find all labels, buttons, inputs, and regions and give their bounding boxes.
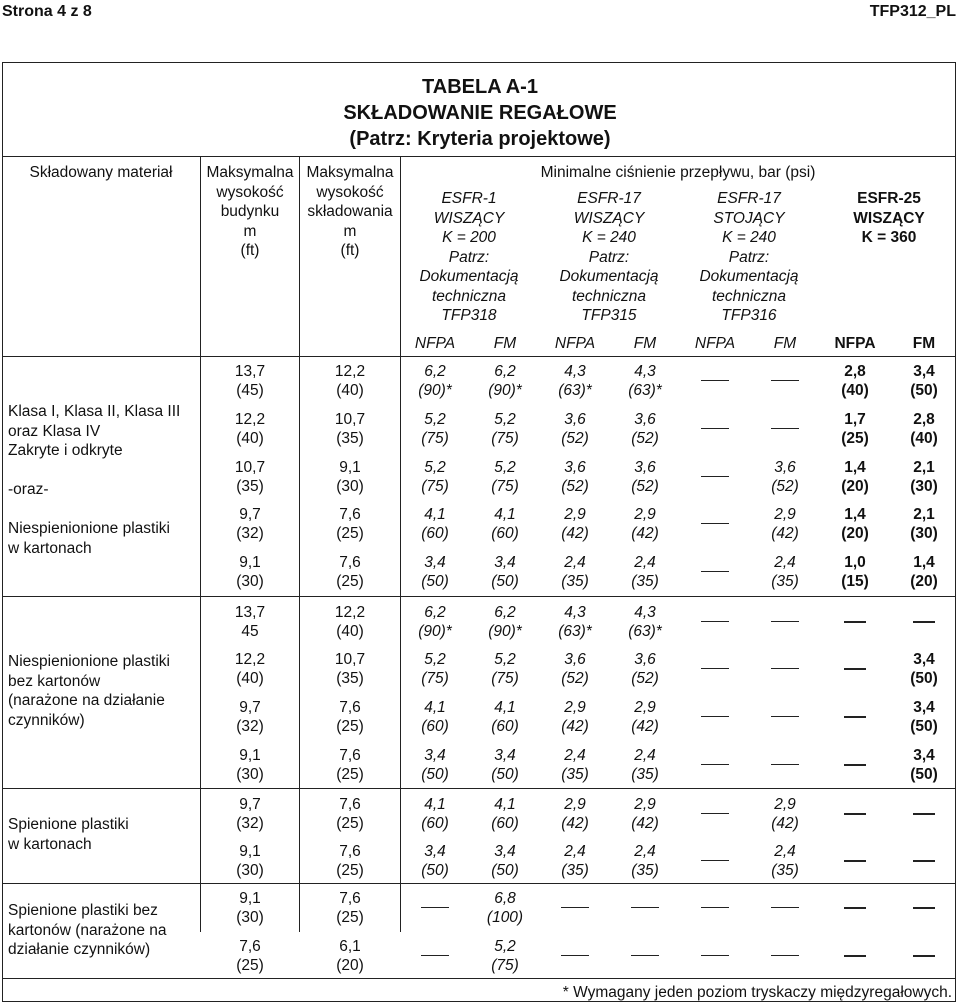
cell-value-metric: 3,6 bbox=[634, 411, 656, 428]
header-esfr-1-line: ESFR-1 bbox=[441, 190, 497, 207]
cell-value-imperial: (35) bbox=[771, 573, 799, 590]
material-group-label: -oraz- bbox=[8, 481, 49, 498]
cell-value-imperial: (40) bbox=[910, 430, 938, 447]
cell-value-imperial: (30) bbox=[236, 573, 264, 590]
cell-value-imperial: (32) bbox=[236, 525, 264, 542]
cell-value-imperial: (50) bbox=[491, 862, 519, 879]
cell-value-metric: 3,4 bbox=[424, 747, 446, 764]
col-divider-building bbox=[299, 156, 300, 932]
header-esfr-17-upright-line: TFP316 bbox=[721, 307, 777, 324]
cell-value-metric: 13,7 bbox=[234, 604, 266, 621]
empty-value-dash bbox=[844, 955, 866, 957]
header-esfr-1-line: Dokumentacją bbox=[419, 268, 519, 285]
page-number: Strona 4 z 8 bbox=[2, 3, 92, 20]
cell-value-metric: 2,1 bbox=[913, 459, 935, 476]
cell-value-imperial: (42) bbox=[561, 815, 589, 832]
cell-value-imperial: (35) bbox=[631, 766, 659, 783]
header-nfpa-label: NFPA bbox=[414, 335, 456, 352]
cell-value-imperial: (35) bbox=[336, 430, 364, 447]
material-group-label: działanie czynników) bbox=[8, 941, 151, 958]
title-line-2: SKŁADOWANIE REGAŁOWE bbox=[343, 102, 617, 124]
cell-value-imperial: 45 bbox=[241, 623, 259, 640]
cell-value-metric: 4,1 bbox=[494, 796, 516, 813]
cell-value-imperial: (50) bbox=[491, 766, 519, 783]
empty-value-dash bbox=[844, 813, 866, 815]
cell-value-imperial: (35) bbox=[561, 573, 589, 590]
empty-value-dash bbox=[701, 813, 729, 814]
empty-value-dash bbox=[844, 621, 866, 623]
cell-value-metric: 6,2 bbox=[424, 604, 446, 621]
cell-value-metric: 2,4 bbox=[774, 843, 796, 860]
header-bottom-divider bbox=[2, 356, 956, 357]
cell-value-imperial: (75) bbox=[491, 430, 519, 447]
cell-value-metric: 4,1 bbox=[494, 699, 516, 716]
cell-value-metric: 9,7 bbox=[239, 796, 261, 813]
cell-value-imperial: (25) bbox=[336, 909, 364, 926]
cell-value-metric: 3,6 bbox=[564, 459, 586, 476]
cell-value-metric: 6,8 bbox=[494, 890, 516, 907]
cell-value-metric: 4,3 bbox=[634, 604, 656, 621]
cell-value-metric: 10,7 bbox=[334, 651, 366, 668]
header-esfr-1-line: WISZĄCY bbox=[433, 209, 505, 227]
cell-value-imperial: (30) bbox=[910, 525, 938, 542]
cell-value-metric: 4,3 bbox=[634, 363, 656, 380]
cell-value-imperial: (25) bbox=[336, 573, 364, 590]
cell-value-imperial: (15) bbox=[841, 573, 869, 590]
cell-value-imperial: (50) bbox=[910, 718, 938, 735]
material-group-label: Zakryte i odkryte bbox=[8, 442, 123, 459]
cell-value-metric: 6,2 bbox=[424, 363, 446, 380]
cell-value-imperial: (42) bbox=[771, 525, 799, 542]
title-line-3: (Patrz: Kryteria projektowe) bbox=[349, 128, 611, 150]
cell-value-metric: 7,6 bbox=[339, 890, 361, 907]
cell-value-metric: 7,6 bbox=[339, 699, 361, 716]
header-min-pressure: Minimalne ciśnienie przepływu, bar (psi) bbox=[540, 164, 816, 181]
cell-value-metric: 12,2 bbox=[334, 604, 366, 621]
header-esfr-25-line: K = 360 bbox=[861, 229, 917, 246]
cell-value-imperial: (75) bbox=[491, 478, 519, 495]
header-fm-label: FM bbox=[773, 335, 797, 352]
col-divider-material bbox=[200, 156, 201, 932]
empty-value-dash bbox=[771, 955, 799, 956]
header-building-height-line: Maksymalna bbox=[206, 164, 294, 181]
empty-value-dash bbox=[701, 571, 729, 572]
cell-value-metric: 6,1 bbox=[339, 938, 361, 955]
header-esfr-17-pendent-line: ESFR-17 bbox=[577, 190, 641, 207]
empty-value-dash bbox=[844, 860, 866, 862]
cell-value-metric: 2,4 bbox=[634, 747, 656, 764]
header-nfpa-label: NFPA bbox=[834, 335, 876, 352]
material-group-label: w kartonach bbox=[8, 539, 92, 557]
cell-value-metric: 7,6 bbox=[339, 506, 361, 523]
cell-value-imperial: (42) bbox=[631, 718, 659, 735]
cell-value-metric: 2,4 bbox=[564, 747, 586, 764]
cell-value-imperial: (75) bbox=[491, 957, 519, 974]
cell-value-imperial: (35) bbox=[631, 862, 659, 879]
material-group-label: kartonów (narażone na bbox=[8, 921, 167, 939]
empty-value-dash bbox=[701, 621, 729, 622]
cell-value-imperial: (20) bbox=[841, 525, 869, 542]
header-esfr-25-line: WISZĄCY bbox=[853, 209, 925, 227]
cell-value-metric: 10,7 bbox=[334, 411, 366, 428]
cell-value-imperial: (60) bbox=[491, 718, 519, 735]
material-group-label: Niespienionione plastiki bbox=[8, 653, 170, 670]
header-material: Składowany materiał bbox=[29, 164, 173, 181]
cell-value-metric: 2,9 bbox=[634, 506, 656, 523]
cell-value-imperial: (25) bbox=[336, 525, 364, 542]
cell-value-imperial: (40) bbox=[336, 623, 364, 640]
cell-value-imperial: (20) bbox=[841, 478, 869, 495]
cell-value-imperial: (52) bbox=[561, 478, 589, 495]
header-storage-height-line: wysokość bbox=[316, 183, 384, 201]
cell-value-imperial: (50) bbox=[491, 573, 519, 590]
header-building-height-line: wysokość bbox=[216, 183, 284, 201]
cell-value-imperial: (75) bbox=[421, 478, 449, 495]
empty-value-dash bbox=[913, 813, 935, 815]
cell-value-metric: 3,4 bbox=[913, 747, 935, 764]
cell-value-imperial: (35) bbox=[561, 766, 589, 783]
empty-value-dash bbox=[701, 523, 729, 524]
cell-value-imperial: (75) bbox=[421, 670, 449, 687]
cell-value-imperial: (25) bbox=[336, 766, 364, 783]
cell-value-metric: 6,2 bbox=[494, 604, 516, 621]
header-esfr-17-upright-line: techniczna bbox=[711, 287, 787, 305]
cell-value-imperial: (25) bbox=[336, 862, 364, 879]
group-divider-2 bbox=[2, 788, 956, 789]
cell-value-imperial: (32) bbox=[236, 718, 264, 735]
cell-value-imperial: (35) bbox=[631, 573, 659, 590]
cell-value-metric: 7,6 bbox=[339, 796, 361, 813]
cell-value-imperial: (50) bbox=[421, 766, 449, 783]
empty-value-dash bbox=[561, 955, 589, 956]
cell-value-metric: 2,4 bbox=[634, 554, 656, 571]
cell-value-metric: 9,7 bbox=[239, 699, 261, 716]
cell-value-metric: 2,9 bbox=[774, 506, 796, 523]
empty-value-dash bbox=[844, 716, 866, 718]
cell-value-metric: 3,4 bbox=[913, 699, 935, 716]
empty-value-dash bbox=[701, 716, 729, 717]
cell-value-metric: 12,2 bbox=[334, 363, 366, 380]
cell-value-metric: 3,6 bbox=[634, 459, 656, 476]
empty-value-dash bbox=[701, 764, 729, 765]
empty-value-dash bbox=[913, 955, 935, 957]
empty-value-dash bbox=[701, 476, 729, 477]
cell-value-imperial: (30) bbox=[236, 766, 264, 783]
cell-value-imperial: (42) bbox=[561, 525, 589, 542]
cell-value-imperial: (52) bbox=[631, 430, 659, 447]
empty-value-dash bbox=[701, 668, 729, 669]
cell-value-metric: 5,2 bbox=[424, 411, 446, 428]
cell-value-imperial: (50) bbox=[421, 862, 449, 879]
empty-value-dash bbox=[771, 764, 799, 765]
cell-value-imperial: (60) bbox=[421, 525, 449, 542]
cell-value-metric: 4,1 bbox=[424, 506, 446, 523]
cell-value-metric: 9,1 bbox=[339, 459, 361, 476]
empty-value-dash bbox=[421, 907, 449, 908]
cell-value-metric: 7,6 bbox=[339, 554, 361, 571]
header-storage-height-line: Maksymalna bbox=[306, 164, 394, 181]
cell-value-metric: 5,2 bbox=[494, 938, 516, 955]
header-esfr-17-upright-line: Patrz: bbox=[728, 248, 770, 266]
cell-value-metric: 4,3 bbox=[564, 363, 586, 380]
cell-value-metric: 9,1 bbox=[239, 890, 261, 907]
empty-value-dash bbox=[844, 907, 866, 909]
cell-value-metric: 1,7 bbox=[844, 411, 866, 428]
header-nfpa-label: NFPA bbox=[694, 335, 736, 352]
cell-value-imperial: (63)* bbox=[628, 623, 662, 640]
cell-value-imperial: (30) bbox=[336, 478, 364, 495]
cell-value-imperial: (52) bbox=[771, 478, 799, 495]
header-esfr-1-line: K = 200 bbox=[442, 229, 496, 246]
empty-value-dash bbox=[771, 716, 799, 717]
material-group-label: czynników) bbox=[8, 711, 85, 729]
cell-value-metric: 3,4 bbox=[494, 747, 516, 764]
cell-value-metric: 5,2 bbox=[424, 651, 446, 668]
header-storage-height-line: (ft) bbox=[340, 242, 360, 259]
cell-value-imperial: (75) bbox=[491, 670, 519, 687]
cell-value-imperial: (75) bbox=[421, 430, 449, 447]
cell-value-metric: 2,9 bbox=[634, 699, 656, 716]
table-title bbox=[300, 74, 660, 152]
cell-value-metric: 9,1 bbox=[239, 747, 261, 764]
header-storage-height-line: składowania bbox=[307, 203, 393, 220]
cell-value-metric: 2,9 bbox=[564, 796, 586, 813]
cell-value-imperial: (60) bbox=[491, 525, 519, 542]
header-esfr-1-line: Patrz: bbox=[448, 248, 490, 266]
cell-value-metric: 1,4 bbox=[844, 506, 866, 523]
cell-value-imperial: (50) bbox=[910, 382, 938, 399]
header-esfr-17-upright-line: Dokumentacją bbox=[699, 268, 799, 285]
cell-value-metric: 3,4 bbox=[424, 843, 446, 860]
cell-value-metric: 2,9 bbox=[774, 796, 796, 813]
cell-value-imperial: (40) bbox=[236, 430, 264, 447]
material-group-label: bez kartonów bbox=[8, 672, 101, 690]
cell-value-metric: 9,1 bbox=[239, 554, 261, 571]
cell-value-imperial: (30) bbox=[236, 909, 264, 926]
empty-value-dash bbox=[771, 428, 799, 429]
cell-value-metric: 1,4 bbox=[913, 554, 935, 571]
header-esfr-17-upright-line: K = 240 bbox=[722, 229, 776, 246]
cell-value-metric: 10,7 bbox=[234, 459, 266, 476]
cell-value-imperial: (60) bbox=[421, 718, 449, 735]
cell-value-metric: 3,4 bbox=[424, 554, 446, 571]
cell-value-metric: 2,4 bbox=[634, 843, 656, 860]
cell-value-metric: 4,3 bbox=[564, 604, 586, 621]
cell-value-imperial: (25) bbox=[336, 718, 364, 735]
header-building-height-line: budynku bbox=[220, 203, 280, 220]
cell-value-metric: 2,8 bbox=[844, 363, 866, 380]
cell-value-imperial: (42) bbox=[631, 525, 659, 542]
header-esfr-17-pendent-line: WISZĄCY bbox=[573, 209, 645, 227]
header-esfr-17-upright-line: ESFR-17 bbox=[717, 190, 781, 207]
header-fm-label: FM bbox=[493, 335, 517, 352]
material-group-label: oraz Klasa IV bbox=[8, 422, 101, 440]
empty-value-dash bbox=[844, 764, 866, 766]
empty-value-dash bbox=[844, 668, 866, 670]
cell-value-imperial: (40) bbox=[841, 382, 869, 399]
empty-value-dash bbox=[561, 907, 589, 908]
header-fm-label: FM bbox=[633, 335, 657, 352]
cell-value-imperial: (63)* bbox=[628, 382, 662, 399]
material-group-label: Spienione plastiki bez bbox=[8, 902, 158, 919]
empty-value-dash bbox=[771, 907, 799, 908]
empty-value-dash bbox=[701, 428, 729, 429]
cell-value-metric: 1,4 bbox=[844, 459, 866, 476]
header-esfr-17-upright-line: STOJĄCY bbox=[713, 209, 785, 227]
header-esfr-1-line: TFP318 bbox=[441, 307, 497, 324]
cell-value-imperial: (90)* bbox=[418, 623, 452, 640]
header-esfr-17-pendent-line: Patrz: bbox=[588, 248, 630, 266]
cell-value-imperial: (90)* bbox=[418, 382, 452, 399]
empty-value-dash bbox=[913, 621, 935, 623]
empty-value-dash bbox=[631, 955, 659, 956]
cell-value-imperial: (42) bbox=[631, 815, 659, 832]
cell-value-imperial: (20) bbox=[336, 957, 364, 974]
empty-value-dash bbox=[701, 955, 729, 956]
cell-value-imperial: (32) bbox=[236, 815, 264, 832]
cell-value-imperial: (52) bbox=[631, 670, 659, 687]
cell-value-metric: 9,7 bbox=[239, 506, 261, 523]
cell-value-metric: 3,4 bbox=[494, 843, 516, 860]
empty-value-dash bbox=[771, 380, 799, 381]
header-esfr-17-pendent-line: TFP315 bbox=[581, 307, 637, 324]
cell-value-metric: 3,6 bbox=[774, 459, 796, 476]
cell-value-imperial: (40) bbox=[236, 670, 264, 687]
cell-value-imperial: (35) bbox=[561, 862, 589, 879]
header-esfr-17-pendent-line: Dokumentacją bbox=[559, 268, 659, 285]
cell-value-imperial: (90)* bbox=[488, 623, 522, 640]
empty-value-dash bbox=[771, 621, 799, 622]
cell-value-metric: 6,2 bbox=[494, 363, 516, 380]
cell-value-metric: 2,4 bbox=[774, 554, 796, 571]
cell-value-metric: 3,4 bbox=[913, 363, 935, 380]
cell-value-metric: 9,1 bbox=[239, 843, 261, 860]
cell-value-imperial: (35) bbox=[336, 670, 364, 687]
header-esfr-25-line: ESFR-25 bbox=[857, 190, 921, 207]
cell-value-metric: 7,6 bbox=[339, 843, 361, 860]
cell-value-imperial: (40) bbox=[336, 382, 364, 399]
cell-value-metric: 3,4 bbox=[913, 651, 935, 668]
cell-value-imperial: (60) bbox=[491, 815, 519, 832]
cell-value-imperial: (30) bbox=[910, 478, 938, 495]
empty-value-dash bbox=[701, 860, 729, 861]
material-group-label: (narażone na działanie bbox=[8, 692, 165, 709]
cell-value-metric: 5,2 bbox=[424, 459, 446, 476]
material-group-label: w kartonach bbox=[8, 835, 92, 853]
cell-value-imperial: (42) bbox=[561, 718, 589, 735]
cell-value-imperial: (63)* bbox=[558, 382, 592, 399]
cell-value-imperial: (90)* bbox=[488, 382, 522, 399]
cell-value-metric: 3,6 bbox=[564, 411, 586, 428]
cell-value-imperial: (30) bbox=[236, 862, 264, 879]
material-group-label: Spienione plastiki bbox=[8, 816, 129, 833]
cell-value-metric: 2,4 bbox=[564, 554, 586, 571]
cell-value-metric: 2,1 bbox=[913, 506, 935, 523]
header-esfr-17-pendent-line: techniczna bbox=[571, 287, 647, 305]
empty-value-dash bbox=[913, 860, 935, 862]
cell-value-metric: 12,2 bbox=[234, 651, 266, 668]
cell-value-metric: 2,9 bbox=[564, 699, 586, 716]
group-divider-1 bbox=[2, 596, 956, 597]
cell-value-imperial: (63)* bbox=[558, 623, 592, 640]
header-building-height-line: (ft) bbox=[240, 242, 260, 259]
header-fm-label: FM bbox=[912, 335, 936, 352]
cell-value-metric: 3,6 bbox=[564, 651, 586, 668]
cell-value-metric: 5,2 bbox=[494, 459, 516, 476]
cell-value-metric: 5,2 bbox=[494, 651, 516, 668]
cell-value-imperial: (42) bbox=[771, 815, 799, 832]
cell-value-imperial: (60) bbox=[421, 815, 449, 832]
material-group-label: Klasa I, Klasa II, Klasa III bbox=[8, 403, 181, 420]
cell-value-metric: 3,4 bbox=[494, 554, 516, 571]
cell-value-metric: 2,4 bbox=[564, 843, 586, 860]
empty-value-dash bbox=[913, 907, 935, 909]
cell-value-metric: 4,1 bbox=[424, 699, 446, 716]
header-esfr-17-pendent-line: K = 240 bbox=[582, 229, 636, 246]
header-esfr-1-line: techniczna bbox=[431, 287, 507, 305]
group-divider-3 bbox=[2, 883, 956, 884]
cell-value-imperial: (52) bbox=[631, 478, 659, 495]
header-divider bbox=[2, 156, 956, 157]
cell-value-imperial: (20) bbox=[910, 573, 938, 590]
cell-value-metric: 2,9 bbox=[564, 506, 586, 523]
cell-value-metric: 4,1 bbox=[424, 796, 446, 813]
cell-value-metric: 4,1 bbox=[494, 506, 516, 523]
cell-value-imperial: (100) bbox=[486, 909, 524, 926]
empty-value-dash bbox=[631, 907, 659, 908]
empty-value-dash bbox=[701, 380, 729, 381]
cell-value-imperial: (25) bbox=[236, 957, 264, 974]
cell-value-imperial: (50) bbox=[910, 670, 938, 687]
empty-value-dash bbox=[771, 668, 799, 669]
cell-value-metric: 3,6 bbox=[634, 651, 656, 668]
document-code: TFP312_PL bbox=[869, 3, 956, 20]
cell-value-metric: 5,2 bbox=[494, 411, 516, 428]
cell-value-imperial: (52) bbox=[561, 430, 589, 447]
empty-value-dash bbox=[701, 907, 729, 908]
cell-value-imperial: (25) bbox=[336, 815, 364, 832]
cell-value-imperial: (50) bbox=[421, 573, 449, 590]
empty-value-dash bbox=[421, 955, 449, 956]
cell-value-metric: 2,9 bbox=[634, 796, 656, 813]
header-building-height-line: m bbox=[243, 222, 257, 240]
cell-value-metric: 7,6 bbox=[339, 747, 361, 764]
cell-value-imperial: (35) bbox=[236, 478, 264, 495]
cell-value-metric: 2,8 bbox=[913, 411, 935, 428]
header-nfpa-label: NFPA bbox=[554, 335, 596, 352]
cell-value-imperial: (45) bbox=[236, 382, 264, 399]
cell-value-metric: 1,0 bbox=[844, 554, 866, 571]
material-group-label: Niespienionione plastiki bbox=[8, 520, 170, 537]
cell-value-imperial: (35) bbox=[771, 862, 799, 879]
table-bottom-line bbox=[2, 978, 956, 979]
cell-value-metric: 13,7 bbox=[234, 363, 266, 380]
cell-value-imperial: (52) bbox=[561, 670, 589, 687]
cell-value-metric: 12,2 bbox=[234, 411, 266, 428]
header-storage-height-line: m bbox=[343, 222, 357, 240]
cell-value-imperial: (50) bbox=[910, 766, 938, 783]
cell-value-metric: 7,6 bbox=[239, 938, 261, 955]
title-line-1: TABELA A-1 bbox=[422, 76, 538, 98]
cell-value-imperial: (25) bbox=[841, 430, 869, 447]
footnote: * Wymagany jeden poziom tryskaczy międzyregałowych. bbox=[562, 984, 952, 1001]
